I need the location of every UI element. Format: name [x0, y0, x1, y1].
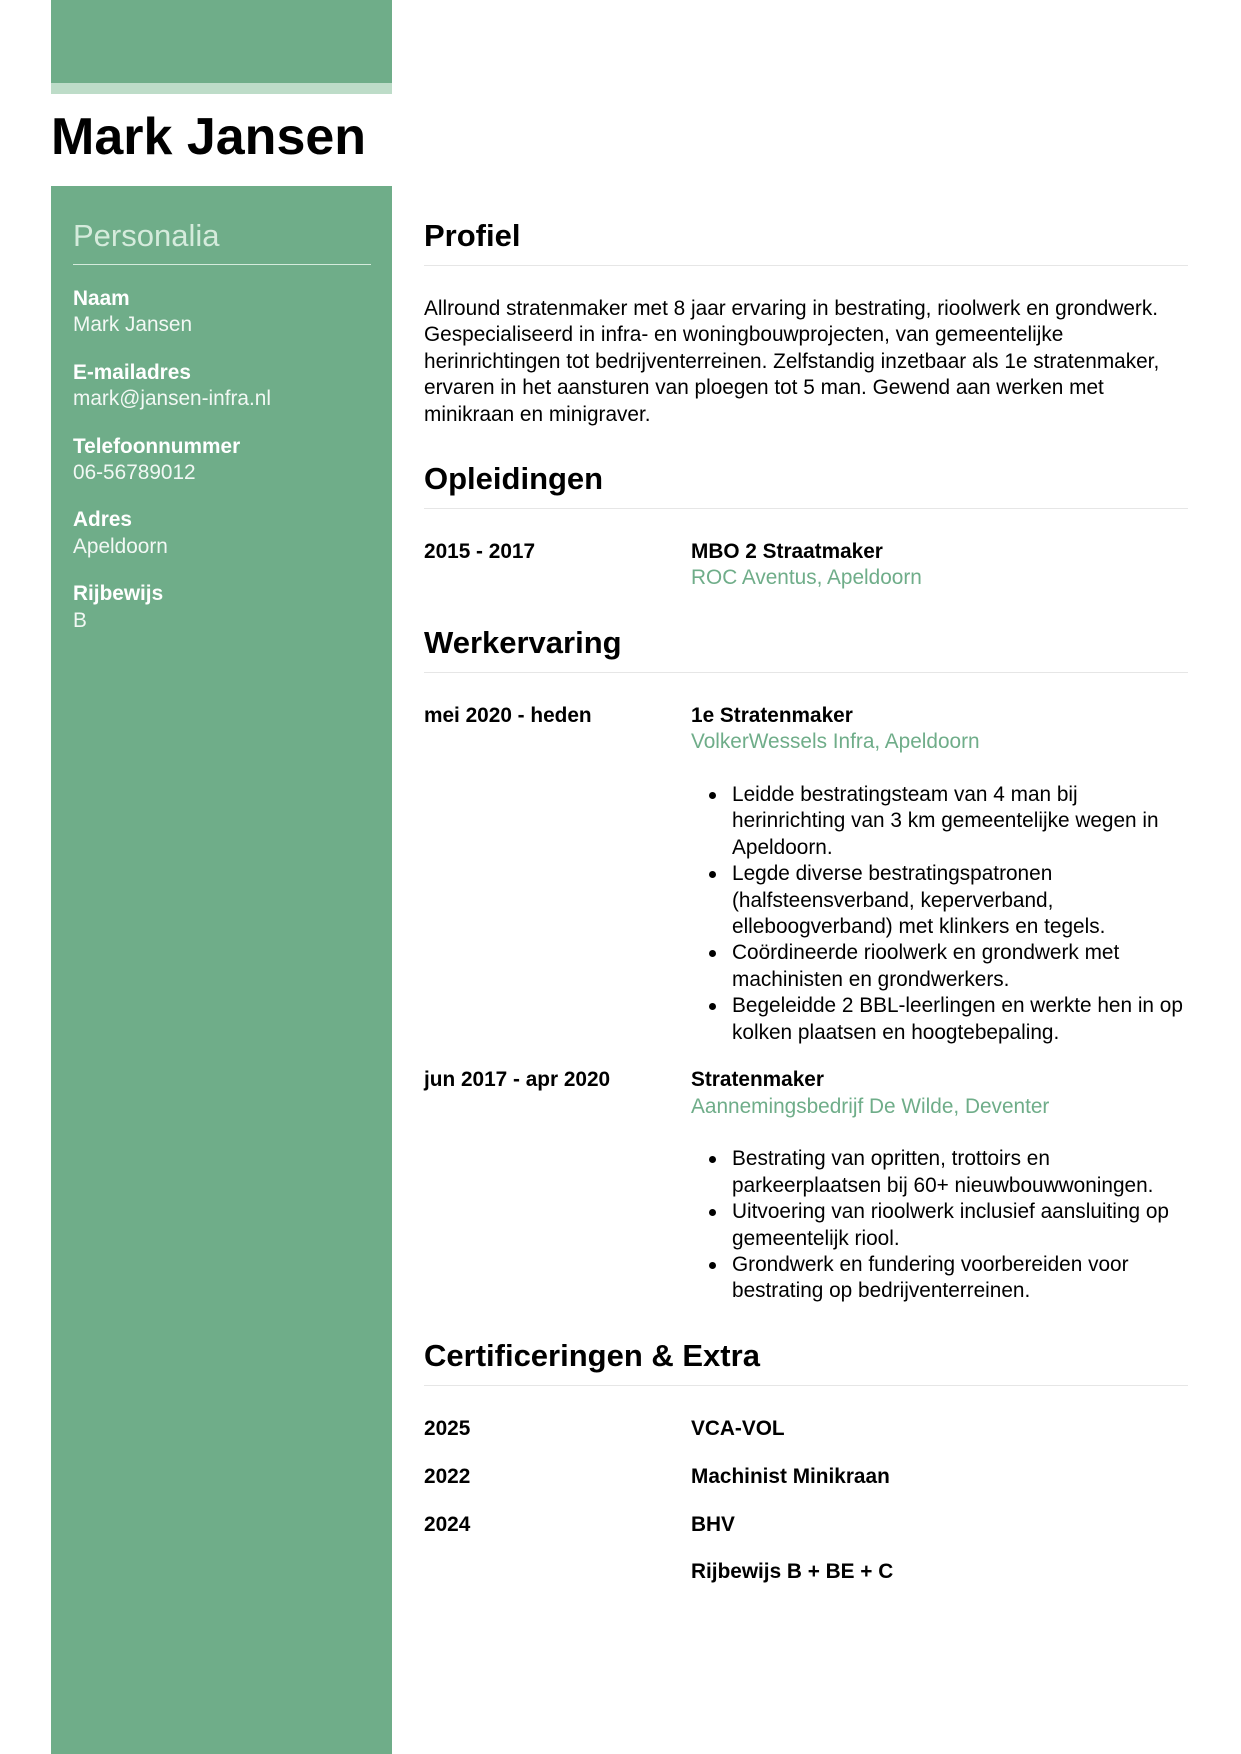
experience-section: [424, 624, 1188, 1305]
certification-row: [424, 1512, 1188, 1538]
entry-title: Stratenmaker: [691, 1068, 824, 1092]
personal-details-sidebar: [51, 186, 392, 1754]
detail-value: B: [73, 608, 87, 632]
achievement-list: [691, 782, 1188, 1046]
entry-title: MBO 2 Straatmaker: [691, 540, 883, 564]
experience-entry: [424, 703, 1188, 1046]
list-item: Legde diverse bestratingspatronen (halfsteensverband, keperverband, elleboogverband) met klinkers en tegels.: [691, 861, 1188, 940]
sidebar-title: Personalia: [73, 217, 371, 265]
section-title-experience: Werkervaring: [424, 624, 1188, 673]
list-item: Begeleidde 2 BBL-leerlingen en werkte hen in op kolken plaatsen en hoogtebepaling.: [691, 993, 1188, 1046]
certification-year: 2024: [424, 1512, 471, 1536]
experience-entry: [424, 1067, 1188, 1305]
candidate-name: Mark Jansen: [51, 108, 367, 166]
certification-year: 2022: [424, 1464, 471, 1488]
detail-drivers-license: [73, 581, 371, 634]
detail-phone: [73, 434, 371, 487]
header-accent-block: [51, 0, 392, 83]
detail-value: mark@jansen-infra.nl: [73, 387, 271, 411]
detail-value: 06-56789012: [73, 461, 196, 485]
personal-details-list: [73, 286, 371, 634]
list-item: Leidde bestratingsteam van 4 man bij herinrichting van 3 km gemeentelijke wegen in Apeldoorn.: [691, 782, 1188, 861]
certification-year: 2025: [424, 1416, 471, 1440]
entry-title: 1e Stratenmaker: [691, 703, 853, 727]
list-item: Coördineerde rioolwerk en grondwerk met machinisten en grondwerkers.: [691, 940, 1188, 993]
entry-organization: VolkerWessels Infra, Apeldoorn: [691, 730, 980, 754]
entry-period: 2015 - 2017: [424, 540, 536, 564]
detail-name: [73, 286, 371, 339]
entry-organization: Aannemingsbedrijf De Wilde, Deventer: [691, 1094, 1050, 1118]
profile-text: Allround stratenmaker met 8 jaar ervaring in bestrating, rioolwerk en grondwerk. Gespecialiseerd in infra- en woningbouwprojecten, van gemeentelijke herinrichtingen tot bedrijventerreinen. Zelfstandig inzetbaar als 1e stratenmaker, ervaren in het aansturen van ploegen tot 5 man. Gewend aan werken met minikraan en minigraver.: [424, 297, 1160, 426]
certification-row: [424, 1559, 1188, 1585]
list-item: Bestrating van opritten, trottoirs en parkeerplaatsen bij 60+ nieuwbouwwoningen.: [691, 1146, 1188, 1199]
detail-label: Rijbewijs: [73, 582, 164, 606]
certification-row: [424, 1416, 1188, 1442]
certification-title: VCA-VOL: [691, 1416, 785, 1440]
certification-title: Rijbewijs B + BE + C: [691, 1560, 894, 1584]
achievement-list: [691, 1146, 1188, 1304]
certification-title: Machinist Minikraan: [691, 1464, 890, 1488]
detail-email: [73, 360, 371, 413]
section-title-certifications: Certificeringen & Extra: [424, 1337, 1188, 1386]
education-section: [424, 460, 1188, 592]
list-item: Grondwerk en fundering voorbereiden voor bestrating op bedrijventerreinen.: [691, 1252, 1188, 1305]
certification-year: [424, 1559, 691, 1585]
detail-label: Telefoonnummer: [73, 434, 241, 458]
certification-row: [424, 1464, 1188, 1490]
profile-section: [424, 217, 1188, 428]
entry-period: jun 2017 - apr 2020: [424, 1068, 611, 1092]
detail-address: [73, 507, 371, 560]
entry-period: mei 2020 - heden: [424, 703, 592, 727]
section-title-profile: Profiel: [424, 217, 1188, 266]
certification-title: BHV: [691, 1512, 735, 1536]
certifications-section: [424, 1337, 1188, 1586]
detail-label: E-mailadres: [73, 360, 191, 384]
detail-label: Naam: [73, 287, 130, 310]
entry-organization: ROC Aventus, Apeldoorn: [691, 566, 922, 590]
main-content: [424, 186, 1188, 1586]
list-item: Uitvoering van rioolwerk inclusief aansluiting op gemeentelijk riool.: [691, 1199, 1188, 1252]
section-title-education: Opleidingen: [424, 460, 1188, 509]
detail-label: Adres: [73, 508, 132, 532]
detail-value: Apeldoorn: [73, 534, 168, 558]
header-accent-strip: [51, 83, 392, 94]
education-entry: [424, 539, 1188, 592]
detail-value: Mark Jansen: [73, 313, 193, 337]
